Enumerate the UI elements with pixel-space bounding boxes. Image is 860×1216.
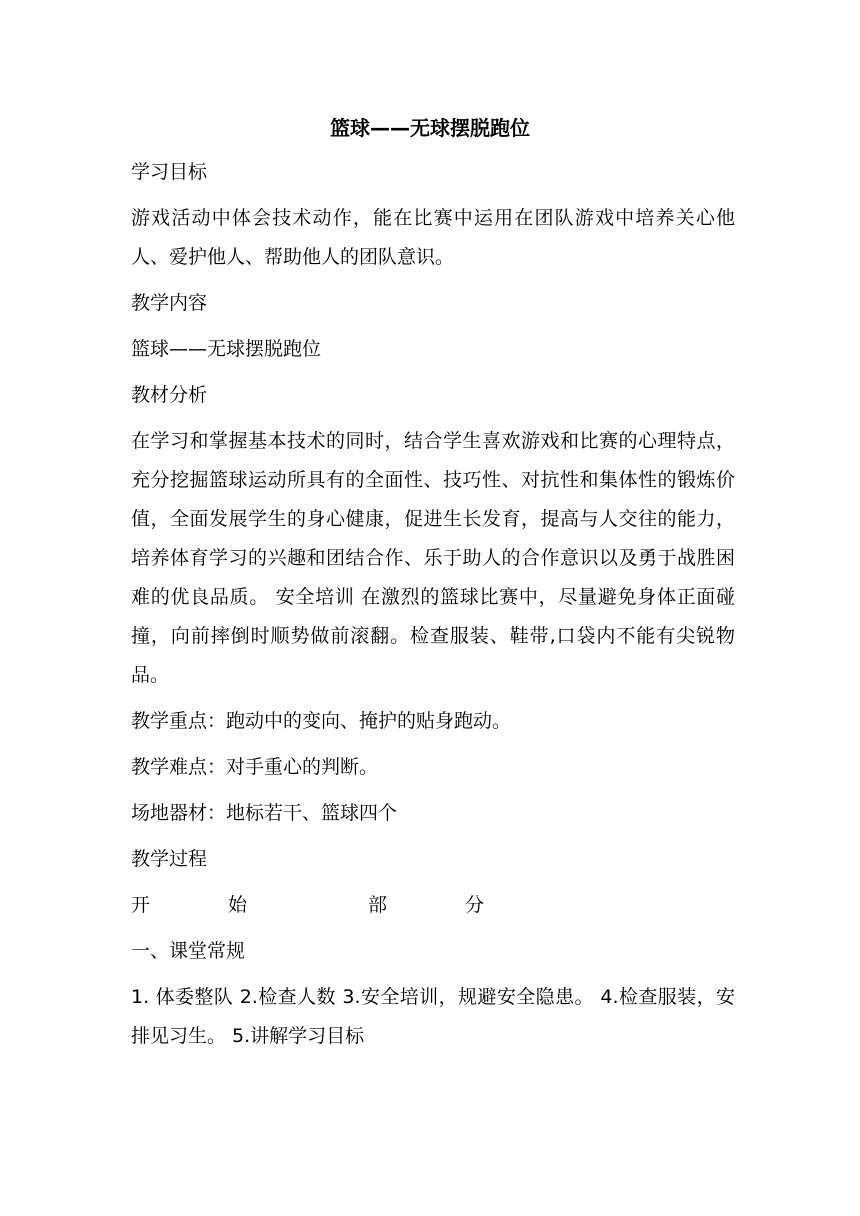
paragraph-class-routine: 1. 体委整队 2.检查人数 3.安全培训，规避安全隐患。 4.检查服装，安排见习生。 5.讲解学习目标: [131, 986, 735, 1047]
document-body: [131, 153, 735, 1063]
section-heading-beginning: [131, 886, 735, 925]
document-title: 篮球——无球摆脱跑位: [330, 116, 530, 140]
paragraph-equipment: 场地器材：地标若干、篮球四个: [131, 802, 398, 824]
heading-material-analysis: 教材分析: [131, 384, 208, 406]
heading-teaching-content: 教学内容: [131, 292, 208, 314]
section-heading-char: 始: [228, 894, 248, 916]
heading-learning-goals: 学习目标: [131, 161, 208, 183]
paragraph-key-points: 教学重点：跑动中的变向、掩护的贴身跑动。: [131, 710, 512, 732]
section-heading-char: 分: [465, 894, 485, 916]
heading-teaching-process: 教学过程: [131, 848, 208, 870]
paragraph-teaching-content: 篮球——无球摆脱跑位: [131, 338, 322, 360]
section-heading-char: 部: [368, 894, 388, 916]
paragraph-difficulties: 教学难点：对手重心的判断。: [131, 756, 379, 778]
paragraph-material-analysis: 在学习和掌握基本技术的同时，结合学生喜欢游戏和比赛的心理特点，充分挖掘篮球运动所具有的全面性、技巧性、对抗性和集体性的锻炼价值，全面发展学生的身心健康，促进生长发育，提高与人交往的能力，培养体育学习的兴趣和团结合作、乐于助人的合作意识以及勇于战胜困难的优良品质。 安全培训 在激烈的篮球比赛中，尽量避免身体正面碰撞，向前摔倒时顺势做前滚翻。检查服装、鞋带,口袋内不能有尖锐物品。: [131, 430, 735, 686]
heading-class-routine: 一、课堂常规: [131, 940, 246, 962]
section-heading-char: 开: [131, 894, 151, 916]
paragraph-learning-goals: 游戏活动中体会技术动作，能在比赛中运用在团队游戏中培养关心他人、爱护他人、帮助他人的团队意识。: [131, 207, 735, 268]
